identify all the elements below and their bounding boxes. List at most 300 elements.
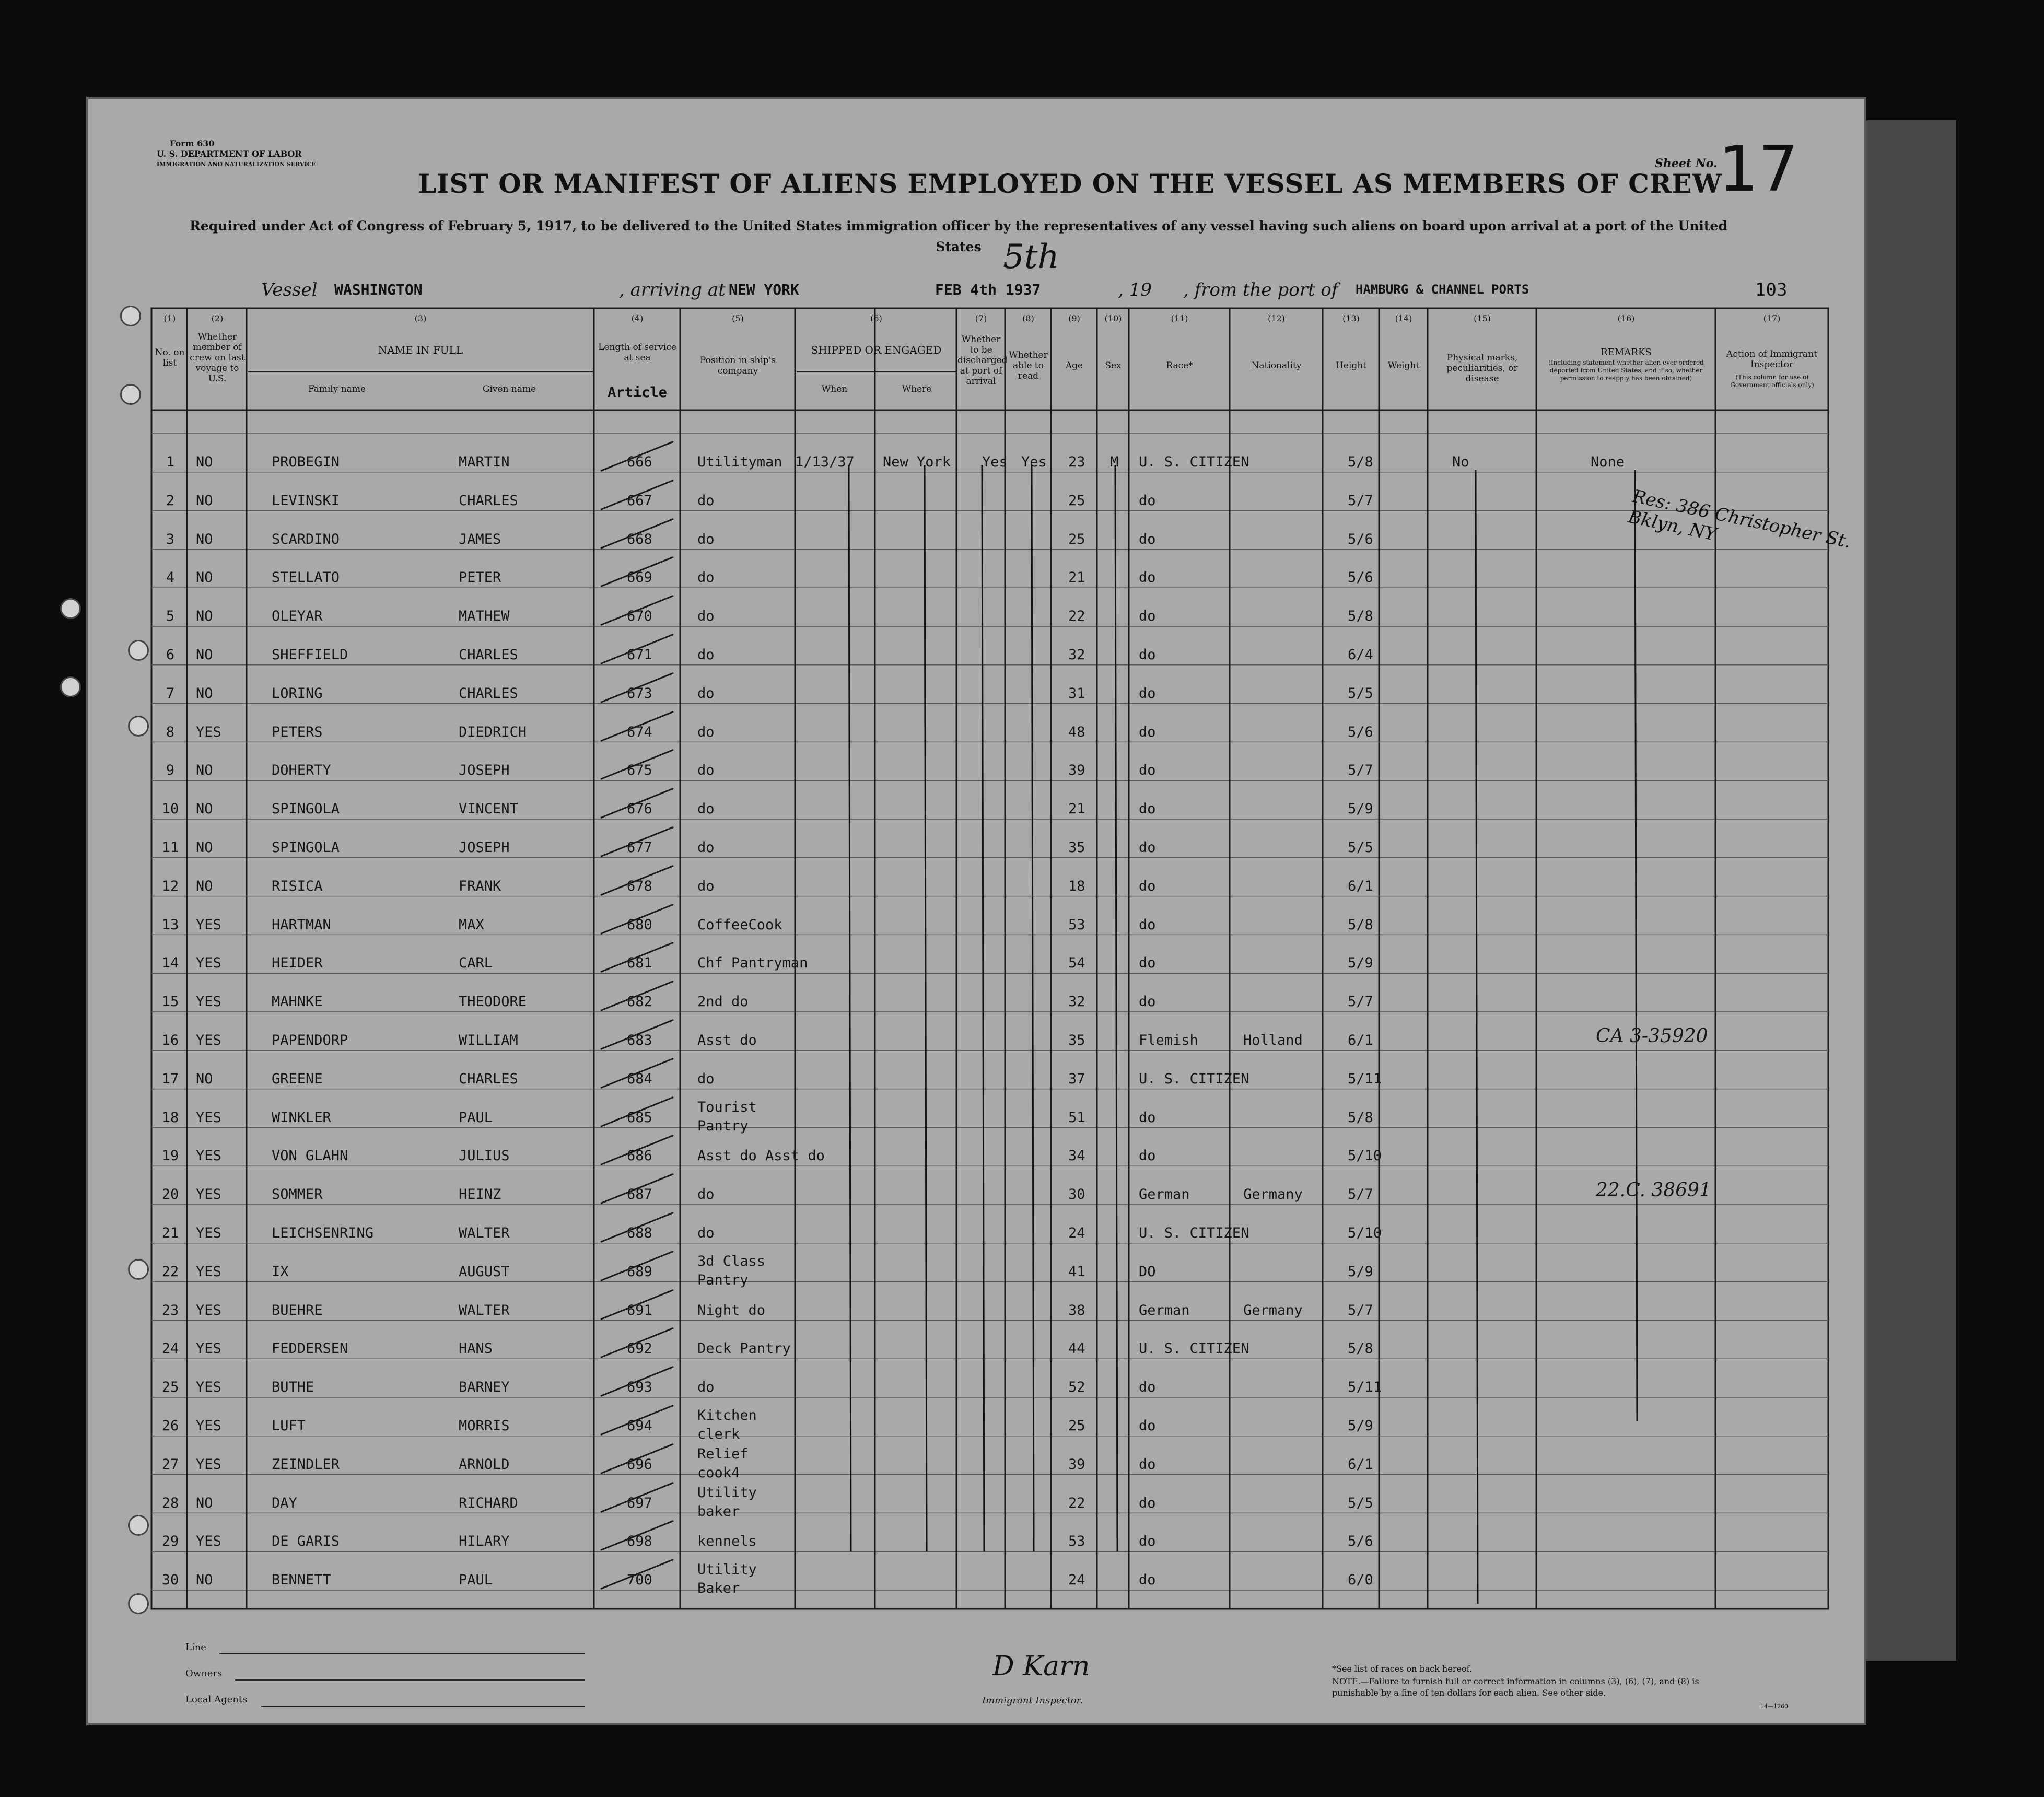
- cell-age: 35: [1068, 1032, 1085, 1048]
- cell-article: 687: [627, 1186, 652, 1203]
- header-race: Race*: [1166, 360, 1193, 371]
- cell-article: 693: [627, 1379, 652, 1396]
- cell-article: 692: [627, 1340, 652, 1357]
- cell-member: YES: [196, 1533, 221, 1550]
- cell-given: WILLIAM: [459, 1032, 518, 1048]
- cell-given: HILARY: [459, 1533, 510, 1550]
- cell-race: do: [1139, 762, 1156, 779]
- cell-given: HEINZ: [459, 1186, 501, 1203]
- cell-height: 5/5: [1348, 685, 1373, 702]
- cell-family: LEVINSKI: [272, 492, 340, 509]
- cell-article: 684: [627, 1070, 652, 1087]
- cell-given: THEODORE: [459, 994, 527, 1010]
- cell-race: do: [1139, 994, 1156, 1010]
- cell-article: 688: [627, 1225, 652, 1241]
- cell-family: HEIDER: [272, 955, 323, 972]
- cell-race: do: [1139, 839, 1156, 856]
- cell-no: 3: [166, 531, 175, 547]
- cell-no: 25: [161, 1379, 179, 1396]
- cell-read: Yes: [1021, 454, 1047, 470]
- department-name: U. S. DEPARTMENT OF LABOR: [157, 149, 302, 159]
- cell-age: 21: [1068, 569, 1085, 586]
- cell-article: 676: [627, 801, 652, 818]
- cell-given: MORRIS: [459, 1418, 510, 1434]
- cell-race: do: [1139, 1533, 1156, 1550]
- cell-member: NO: [196, 1572, 213, 1589]
- cell-no: 21: [161, 1225, 179, 1241]
- cell-height: 5/8: [1348, 1340, 1373, 1357]
- header-length-service: Length of service at sea: [598, 342, 676, 363]
- cell-position: do: [697, 492, 715, 509]
- print-code: 14—1260: [1760, 1703, 1788, 1710]
- cell-remarks: None: [1591, 454, 1625, 470]
- cell-race: do: [1139, 531, 1156, 547]
- cell-given: PETER: [459, 569, 501, 586]
- cell-height: 5/7: [1348, 492, 1373, 509]
- cell-race: do: [1139, 608, 1156, 625]
- cell-position: do: [697, 839, 715, 856]
- cell-position: Chf Pantryman: [697, 955, 808, 972]
- cell-race: Flemish: [1139, 1032, 1198, 1048]
- cell-family: BUTHE: [272, 1379, 314, 1396]
- cell-race: do: [1139, 955, 1156, 972]
- cell-position: do: [697, 1225, 715, 1241]
- cell-given: HANS: [459, 1340, 493, 1357]
- col-num-17: (17): [1763, 313, 1781, 323]
- cell-height: 5/8: [1348, 1109, 1373, 1126]
- cell-height: 5/6: [1348, 1533, 1373, 1550]
- col-num-14: (14): [1395, 313, 1412, 323]
- cell-given: ARNOLD: [459, 1456, 510, 1473]
- cell-age: 32: [1068, 647, 1085, 663]
- cell-no: 23: [161, 1302, 179, 1318]
- cell-race: do: [1139, 801, 1156, 818]
- cell-age: 54: [1068, 955, 1085, 972]
- cell-nationality: Holland: [1243, 1032, 1303, 1048]
- cell-age: 53: [1068, 1533, 1085, 1550]
- cell-member: NO: [196, 569, 213, 586]
- cell-height: 5/8: [1348, 454, 1373, 470]
- cell-article: 697: [627, 1495, 652, 1511]
- cell-remarks: 22.C. 38691: [1596, 1180, 1711, 1201]
- cell-age: 22: [1068, 1495, 1085, 1511]
- cell-family: PROBEGIN: [272, 454, 340, 470]
- inspector-signature: D Karn: [992, 1651, 1090, 1682]
- footer-line-label: Line: [185, 1642, 206, 1653]
- cell-no: 7: [166, 685, 175, 702]
- cell-when: 1/13/37: [795, 454, 855, 470]
- cell-article: 669: [627, 569, 652, 586]
- residence-annotation: Res: 386 Christopher St. Bklyn, NY: [1626, 486, 1853, 553]
- header-nationality: Nationality: [1251, 360, 1302, 371]
- header-sex: Sex: [1105, 360, 1122, 371]
- cell-member: NO: [196, 454, 213, 470]
- cell-height: 5/7: [1348, 1186, 1373, 1203]
- cell-family: SPINGOLA: [272, 801, 340, 818]
- cell-article: 685: [627, 1109, 652, 1126]
- cell-no: 16: [161, 1032, 179, 1048]
- cell-position: Deck Pantry: [697, 1340, 791, 1357]
- cell-given: WALTER: [459, 1302, 510, 1318]
- cell-member: NO: [196, 608, 213, 625]
- cell-no: 20: [161, 1186, 179, 1203]
- header-no-on-list: No. on list: [155, 347, 185, 368]
- cell-member: NO: [196, 531, 213, 547]
- cell-position: 3d Class: [697, 1253, 766, 1269]
- cell-position-line2: cook4: [697, 1464, 740, 1481]
- cell-age: 38: [1068, 1302, 1085, 1318]
- cell-family: SPINGOLA: [272, 839, 340, 856]
- cell-disch: Yes: [982, 454, 1008, 470]
- cell-member: YES: [196, 1379, 221, 1396]
- cell-no: 19: [161, 1148, 179, 1164]
- cell-position-line2: Pantry: [697, 1271, 749, 1288]
- cell-race: do: [1139, 1495, 1156, 1511]
- cell-height: 6/1: [1348, 878, 1373, 894]
- cell-position: do: [697, 1186, 715, 1203]
- cell-article: 700: [627, 1572, 652, 1589]
- year-label: , 19: [1118, 279, 1152, 300]
- cell-height: 6/4: [1348, 647, 1373, 663]
- cell-sex: M: [1110, 454, 1119, 470]
- sheet-number: 17: [1719, 133, 1798, 206]
- cell-family: HARTMAN: [272, 916, 331, 933]
- cell-given: CHARLES: [459, 1070, 518, 1087]
- cell-family: MAHNKE: [272, 994, 323, 1010]
- cell-article: 668: [627, 531, 652, 547]
- header-height: Height: [1336, 360, 1366, 371]
- cell-no: 5: [166, 608, 175, 625]
- header-shipped: SHIPPED OR ENGAGED: [811, 344, 942, 356]
- cell-position: Utilityman: [697, 454, 782, 470]
- cell-no: 1: [166, 454, 175, 470]
- cell-position-line2: Baker: [697, 1580, 740, 1597]
- cell-position: do: [697, 762, 715, 779]
- cell-family: DOHERTY: [272, 762, 331, 779]
- col-num-13: (13): [1342, 313, 1360, 323]
- cell-nationality: Germany: [1243, 1302, 1303, 1318]
- cell-race: German: [1139, 1302, 1190, 1318]
- cell-no: 2: [166, 492, 175, 509]
- cell-article: 681: [627, 955, 652, 972]
- cell-member: NO: [196, 1070, 213, 1087]
- col-num-5: (5): [732, 313, 744, 323]
- cell-height: 5/9: [1348, 955, 1373, 972]
- cell-height: 5/7: [1348, 762, 1373, 779]
- form-number: Form 630: [170, 138, 215, 148]
- cell-no: 11: [161, 839, 179, 856]
- cell-family: DE GARIS: [272, 1533, 340, 1550]
- cell-remarks: CA 3-35920: [1596, 1025, 1708, 1047]
- cell-no: 12: [161, 878, 179, 894]
- cell-family: DAY: [272, 1495, 297, 1511]
- footer-agents-label: Local Agents: [185, 1694, 248, 1705]
- cell-given: VINCENT: [459, 801, 518, 818]
- cell-age: 53: [1068, 916, 1085, 933]
- cell-family: ZEINDLER: [272, 1456, 340, 1473]
- races-note: *See list of races on back hereof.: [1332, 1664, 1473, 1674]
- cell-article: 680: [627, 916, 652, 933]
- cell-member: NO: [196, 839, 213, 856]
- cell-given: RICHARD: [459, 1495, 518, 1511]
- header-family-name: Family name: [308, 384, 366, 394]
- cell-no: 14: [161, 955, 179, 972]
- footer-owners-label: Owners: [185, 1668, 223, 1679]
- cell-member: YES: [196, 955, 221, 972]
- cell-height: 5/8: [1348, 916, 1373, 933]
- cell-age: 22: [1068, 608, 1085, 625]
- col-num-6: (6): [870, 313, 882, 323]
- cell-given: WALTER: [459, 1225, 510, 1241]
- cell-height: 5/8: [1348, 608, 1373, 625]
- cell-family: WINKLER: [272, 1109, 331, 1126]
- cell-family: STELLATO: [272, 569, 340, 586]
- header-able-read: Whether able to read: [1009, 350, 1048, 381]
- cell-member: NO: [196, 801, 213, 818]
- ditto-stroke: [1032, 465, 1034, 1551]
- cell-no: 6: [166, 647, 175, 663]
- cell-given: BARNEY: [459, 1379, 510, 1396]
- cell-given: CHARLES: [459, 492, 518, 509]
- col-num-15: (15): [1474, 313, 1491, 323]
- cell-age: 35: [1068, 839, 1085, 856]
- cell-height: 5/10: [1348, 1225, 1382, 1241]
- cell-position: do: [697, 608, 715, 625]
- cell-article: 670: [627, 608, 652, 625]
- cell-position: do: [697, 647, 715, 663]
- cell-age: 21: [1068, 801, 1085, 818]
- cell-height: 5/9: [1348, 1263, 1373, 1280]
- page-number: 103: [1755, 279, 1788, 300]
- cell-family: SHEFFIELD: [272, 647, 348, 663]
- cell-height: 5/9: [1348, 801, 1373, 818]
- cell-given: MATHEW: [459, 608, 510, 625]
- cell-height: 6/1: [1348, 1032, 1373, 1048]
- cell-race: DO: [1139, 1263, 1156, 1280]
- cell-member: YES: [196, 994, 221, 1010]
- cell-member: YES: [196, 1302, 221, 1318]
- arriving-port: NEW YORK: [729, 281, 799, 298]
- footer-agents-rule: [261, 1706, 585, 1707]
- cell-no: 26: [161, 1418, 179, 1434]
- ditto-stroke: [1635, 470, 1637, 1421]
- col-num-9: (9): [1068, 313, 1080, 323]
- cell-given: MAX: [459, 916, 484, 933]
- cell-family: SCARDINO: [272, 531, 340, 547]
- cell-member: YES: [196, 1186, 221, 1203]
- page-title: LIST OR MANIFEST OF ALIENS EMPLOYED ON THE VESSEL AS MEMBERS OF CREW: [418, 168, 1722, 199]
- cell-height: 5/10: [1348, 1148, 1382, 1164]
- cell-article: 675: [627, 762, 652, 779]
- cell-position: do: [697, 569, 715, 586]
- cell-article: 673: [627, 685, 652, 702]
- cell-article: 666: [627, 454, 652, 470]
- col-num-12: (12): [1268, 313, 1285, 323]
- cell-no: 24: [161, 1340, 179, 1357]
- cell-article: 682: [627, 994, 652, 1010]
- cell-height: 5/7: [1348, 994, 1373, 1010]
- cell-member: YES: [196, 1032, 221, 1048]
- cell-height: 5/6: [1348, 569, 1373, 586]
- cell-no: 13: [161, 916, 179, 933]
- cell-age: 41: [1068, 1263, 1085, 1280]
- cell-no: 30: [161, 1572, 179, 1589]
- cell-no: 18: [161, 1109, 179, 1126]
- cell-age: 30: [1068, 1186, 1085, 1203]
- date-correction: 5th: [1003, 238, 1059, 276]
- cell-article: 683: [627, 1032, 652, 1048]
- cell-no: 10: [161, 801, 179, 818]
- cell-position: CoffeeCook: [697, 916, 782, 933]
- cell-article: 667: [627, 492, 652, 509]
- col-num-8: (8): [1022, 313, 1034, 323]
- cell-position: do: [697, 531, 715, 547]
- cell-position: do: [697, 685, 715, 702]
- cell-member: NO: [196, 878, 213, 894]
- cell-no: 27: [161, 1456, 179, 1473]
- col-num-3: (3): [414, 313, 427, 323]
- vessel-label: Vessel: [261, 279, 318, 300]
- cell-given: JAMES: [459, 531, 501, 547]
- cell-age: 31: [1068, 685, 1085, 702]
- cell-position: Asst do Asst do: [697, 1148, 825, 1164]
- cell-given: CHARLES: [459, 685, 518, 702]
- cell-race: U. S. CITIZEN: [1139, 454, 1249, 470]
- cell-height: 5/11: [1348, 1379, 1382, 1396]
- cell-given: PAUL: [459, 1572, 493, 1589]
- cell-position: Night do: [697, 1302, 766, 1318]
- col-num-11: (11): [1171, 313, 1188, 323]
- cell-age: 24: [1068, 1225, 1085, 1241]
- cell-family: LORING: [272, 685, 323, 702]
- cell-race: do: [1139, 1148, 1156, 1164]
- cell-article: 691: [627, 1302, 652, 1318]
- cell-position: do: [697, 724, 715, 740]
- cell-no: 9: [166, 762, 175, 779]
- cell-race: do: [1139, 878, 1156, 894]
- cell-family: PETERS: [272, 724, 323, 740]
- cell-position: Tourist: [697, 1099, 757, 1115]
- header-weight: Weight: [1387, 360, 1420, 371]
- header-given-name: Given name: [482, 384, 536, 394]
- cell-age: 25: [1068, 531, 1085, 547]
- cell-family: SOMMER: [272, 1186, 323, 1203]
- cell-member: YES: [196, 1109, 221, 1126]
- cell-article: 696: [627, 1456, 652, 1473]
- col-num-16: (16): [1617, 313, 1635, 323]
- cell-member: YES: [196, 916, 221, 933]
- cell-race: do: [1139, 1379, 1156, 1396]
- col-num-4: (4): [631, 313, 644, 323]
- cell-position: Relief: [697, 1445, 749, 1462]
- cell-race: do: [1139, 1418, 1156, 1434]
- cell-height: 5/6: [1348, 531, 1373, 547]
- cell-position: Kitchen: [697, 1407, 757, 1423]
- header-physical: Physical marks, peculiarities, or disease: [1446, 353, 1518, 384]
- cell-age: 48: [1068, 724, 1085, 740]
- header-where: Where: [902, 384, 932, 394]
- cell-age: 24: [1068, 1572, 1085, 1589]
- header-article: Article: [608, 384, 667, 401]
- header-name-in-full: NAME IN FULL: [378, 344, 463, 356]
- vessel-name: WASHINGTON: [334, 281, 423, 298]
- cell-article: 694: [627, 1418, 652, 1434]
- cell-age: 32: [1068, 994, 1085, 1010]
- arriving-label: , arriving at: [619, 279, 726, 300]
- footer-line-rule: [219, 1653, 585, 1654]
- cell-member: NO: [196, 647, 213, 663]
- cell-age: 39: [1068, 1456, 1085, 1473]
- cell-no: 29: [161, 1533, 179, 1550]
- cell-no: 4: [166, 569, 175, 586]
- header-whether-member: Whether member of crew on last voyage to U.S.: [190, 332, 245, 384]
- cell-race: German: [1139, 1186, 1190, 1203]
- header-position: Position in ship's company: [699, 355, 776, 376]
- cell-position: do: [697, 878, 715, 894]
- cell-age: 23: [1068, 454, 1085, 470]
- cell-family: FEDDERSEN: [272, 1340, 348, 1357]
- ditto-stroke: [849, 465, 851, 1551]
- cell-family: GREENE: [272, 1070, 323, 1087]
- cell-member: NO: [196, 492, 213, 509]
- cell-family: LUFT: [272, 1418, 306, 1434]
- service-name: IMMIGRATION AND NATURALIZATION SERVICE: [157, 161, 316, 168]
- cell-article: 698: [627, 1533, 652, 1550]
- cell-position: Asst do: [697, 1032, 757, 1048]
- col-num-2: (2): [211, 313, 224, 323]
- ditto-stroke: [982, 465, 984, 1551]
- ditto-stroke: [1476, 470, 1478, 1604]
- col-num-1: (1): [163, 313, 176, 323]
- cell-position: Utility: [697, 1484, 757, 1501]
- from-label: , from the port of: [1183, 279, 1338, 300]
- cell-height: 5/9: [1348, 1418, 1373, 1434]
- cell-family: VON GLAHN: [272, 1148, 348, 1164]
- cell-position: kennels: [697, 1533, 757, 1550]
- cell-height: 5/5: [1348, 839, 1373, 856]
- cell-given: AUGUST: [459, 1263, 510, 1280]
- cell-family: BUEHRE: [272, 1302, 323, 1318]
- cell-member: YES: [196, 1148, 221, 1164]
- ditto-stroke: [925, 465, 927, 1551]
- arrival-date: FEB 4th 1937: [935, 281, 1041, 298]
- cell-given: PAUL: [459, 1109, 493, 1126]
- cell-article: 689: [627, 1263, 652, 1280]
- cell-member: YES: [196, 1225, 221, 1241]
- cell-family: PAPENDORP: [272, 1032, 348, 1048]
- cell-race: do: [1139, 647, 1156, 663]
- cell-article: 674: [627, 724, 652, 740]
- cell-member: YES: [196, 1456, 221, 1473]
- cell-family: RISICA: [272, 878, 323, 894]
- cell-member: YES: [196, 1340, 221, 1357]
- cell-no: 17: [161, 1070, 179, 1087]
- cell-race: do: [1139, 724, 1156, 740]
- col-num-10: (10): [1104, 313, 1122, 323]
- cell-position-line2: Pantry: [697, 1117, 749, 1134]
- cell-no: 22: [161, 1263, 179, 1280]
- cell-no: 8: [166, 724, 175, 740]
- inspector-label: Immigrant Inspector.: [982, 1695, 1083, 1706]
- sheet-label: Sheet No.: [1655, 157, 1718, 170]
- cell-family: BENNETT: [272, 1572, 331, 1589]
- cell-race: do: [1139, 685, 1156, 702]
- cell-age: 25: [1068, 492, 1085, 509]
- cell-height: 5/5: [1348, 1495, 1373, 1511]
- cell-given: JULIUS: [459, 1148, 510, 1164]
- header-remarks-sub: (Including statement whether alien ever ordered deported from United States, and if so, whether permission to reapply has been obtained): [1548, 359, 1704, 382]
- cell-member: NO: [196, 685, 213, 702]
